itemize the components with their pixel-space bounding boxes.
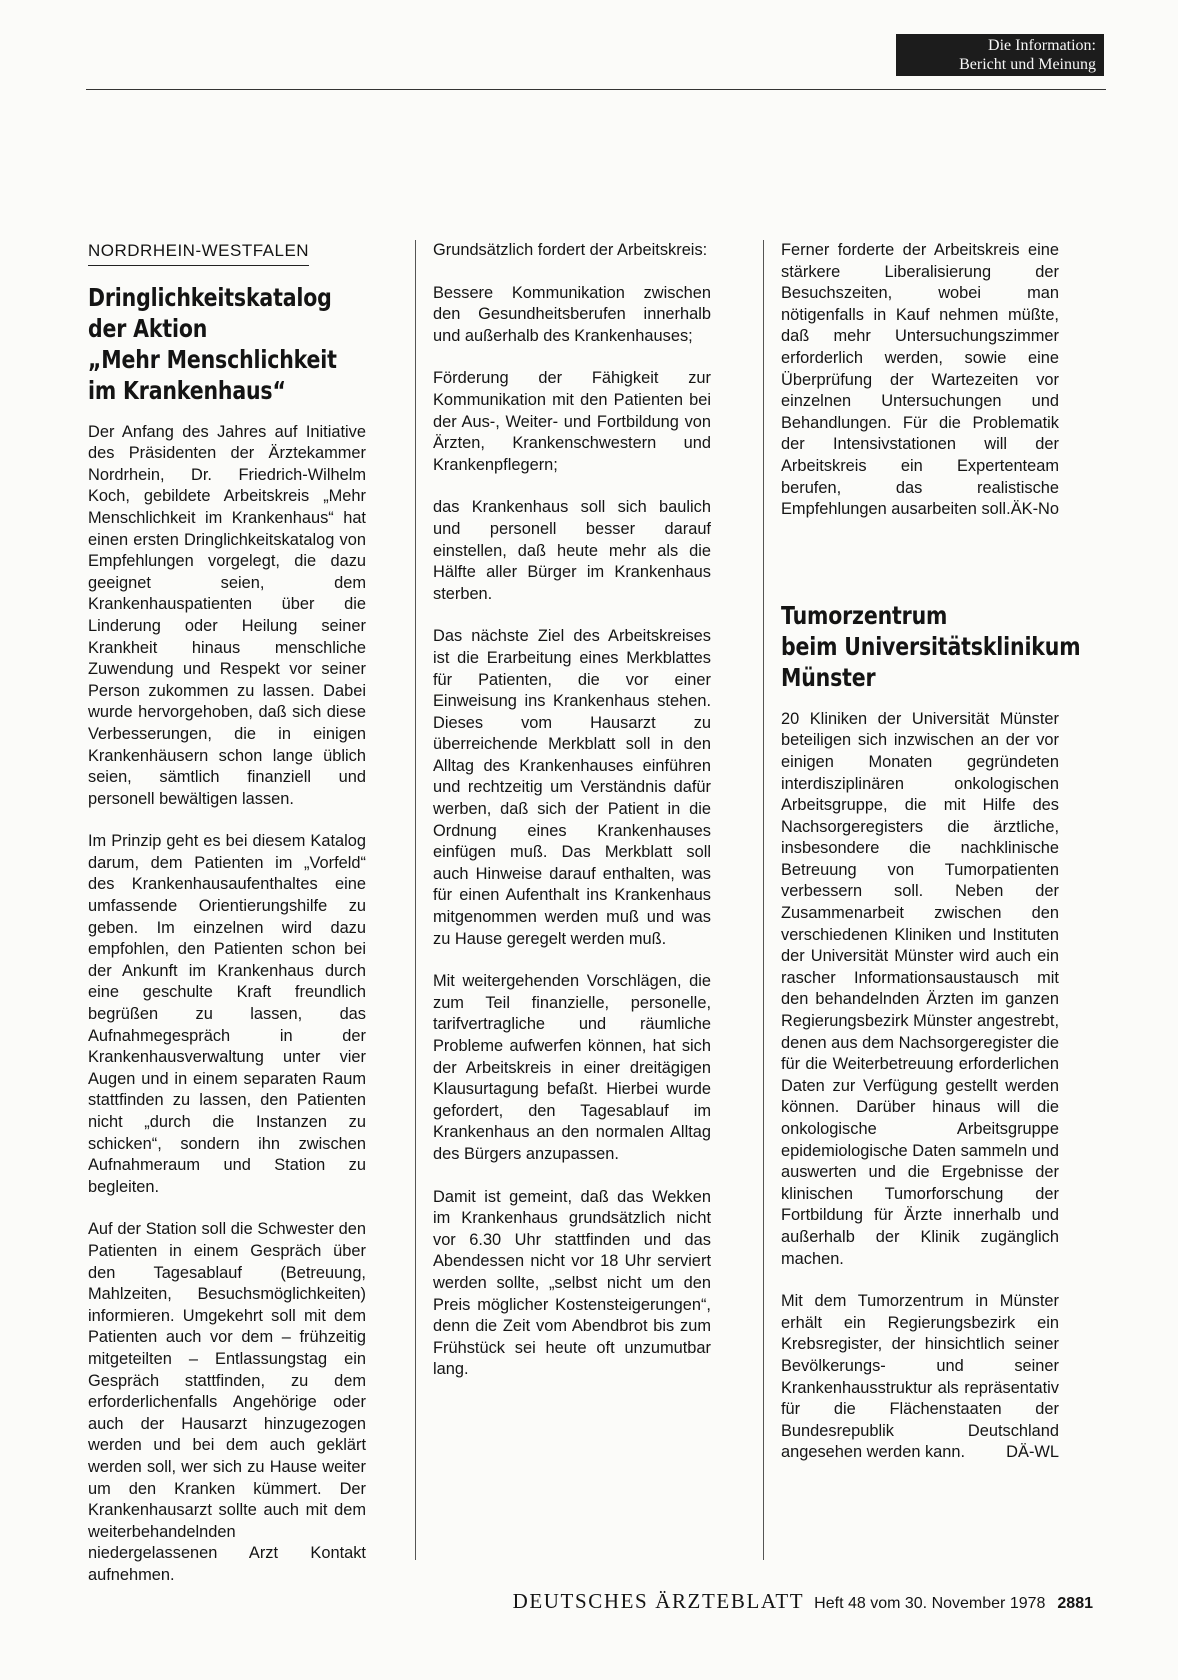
column-divider (415, 240, 416, 1560)
text-column-2 (433, 240, 711, 1381)
headline-line: der Aktion (88, 313, 208, 343)
article-paragraph: Das nächste Ziel des Arbeitskreises ist die Erarbeitung eines Merkblattes für Patienten, die vor einer Einweisung ins Krankenhaus stehen. Dieses vom Hausarzt zu überreichende Merkblatt soll in den Alltag des Krankenhauses einführen und rechtzeitig um Verständnis dafür werben, daß sich der Patient in die Ordnung eines Krankenhauses einfügen muß. Das Merkblatt soll auch Hinweise darauf enthalten, was für einen Aufenthalt ins Krankenhaus mitgenommen werden muß und was zu Hause geregelt werden muß. (433, 627, 711, 948)
article-paragraph: Im Prinzip geht es bei diesem Katalog darum, dem Patienten im „Vorfeld“ des Krankenhausaufenthaltes eine umfassende Orientierungshilfe zu geben. Im einzelnen wird dazu empfohlen, den Patienten schon bei der Ankunft im Krankenhaus durch eine geschulte Kraft freundlich begrüßen zu lassen, das Aufnahmegespräch in der Krankenhausverwaltung unter vier Augen und in einem separaten Raum stattfinden zu lassen, den Patienten nicht „durch die Instanzen zu schicken“, sondern ihn zwischen Aufnahmeraum und Station zu begleiten. (88, 832, 366, 1196)
headline-line: Tumorzentrum (781, 600, 948, 630)
article-paragraph-text: Ferner forderte der Arbeitskreis eine stärkere Liberalisierung der Besuchszeiten, wobei man nötigenfalls in Kauf nehmen müßte, daß mehr Untersuchungszimmer erforderlich werden, sowie eine Überprüfung der Wartezeiten vor einzelnen Untersuchungen und Behandlungen. Für die Problematik der Intensivstationen will der Arbeitskreis ein Expertenteam berufen, das realistische Empfehlungen ausarbeiten soll. (781, 241, 1059, 519)
article-paragraph: das Krankenhaus soll sich baulich und personell besser darauf einstellen, daß heute mehr als die Hälfte aller Bürger im Krankenhaus sterben. (433, 498, 711, 603)
column-divider (763, 240, 764, 1560)
page-footer (0, 1589, 1093, 1614)
page-number: 2881 (1057, 1595, 1093, 1612)
issue-info: Heft 48 vom 30. November 1978 (814, 1595, 1046, 1612)
article-paragraph: 20 Kliniken der Universität Münster beteiligen sich inzwischen an der vor einigen Monaten gegründeten interdisziplinären onkologischen Arbeitsgruppe, die mit Hilfe des Nachsorgeregisters die ärztliche, insbesondere die nachklinische Betreuung von Tumorpatienten verbessern soll. Neben der Zusammenarbeit zwischen den verschiedenen Kliniken und Instituten der Universität Münster wird auch ein rascher Informationsaustausch mit den behandelnden Ärzten im ganzen Regierungsbezirk Münster angestrebt, denen aus dem Nachsorgeregister die für die Weiterbetreuung erforderlichen Daten zur Verfügung gestellt werden können. Darüber hinaus will die onkologische Arbeitsgruppe epidemiologische Daten sammeln und auswerten und die Ergebnisse der klinischen Tumorforschung der Fortbildung für Ärzte innerhalb und außerhalb der Klinik zugänglich machen. (781, 709, 1059, 1268)
article-paragraph (781, 240, 1059, 521)
article-paragraph: Förderung der Fähigkeit zur Kommunikation mit den Patienten bei der Aus-, Weiter- und Fortbildung von Ärzten, Krankenschwestern und Krankenpflegern; (433, 369, 711, 474)
journal-masthead: DEUTSCHES ÄRZTEBLATT (512, 1589, 805, 1613)
headline-line: Münster (781, 662, 876, 692)
article-separator (781, 542, 1059, 600)
article-headline (781, 600, 1081, 693)
headline-line: „Mehr Menschlichkeit (88, 344, 337, 374)
article-headline (88, 282, 366, 406)
headline-line: im Krankenhaus“ (88, 375, 286, 405)
section-label-line-2: Bericht und Meinung (959, 56, 1096, 73)
section-label (896, 34, 1104, 76)
author-signature: DÄ-WL (1006, 1443, 1059, 1462)
text-column-1 (88, 240, 366, 1586)
article-kicker: NORDRHEIN-WESTFALEN (88, 240, 309, 266)
article-paragraph: Damit ist gemeint, daß das Wekken im Krankenhaus grundsätzlich nicht vor 6.30 Uhr stattfinden und das Abendessen nicht vor 18 Uhr serviert werden sollte, „selbst nicht um den Preis möglicher Kostensteigerungen“, denn die Zeit vom Abendbrot bis zum Frühstück sei heute oft unzumutbar lang. (433, 1187, 711, 1379)
article-paragraph: Auf der Station soll die Schwester den Patienten in einem Gespräch über den Tagesablauf (Betreuung, Mahlzeiten, Besuchsmöglichkeiten) informieren. Umgekehrt soll mit dem Patienten auch vor dem – frühzeitig mitgeteilten – Entlassungstag ein Gespräch stattfinden, zu dem erforderlichenfalls Angehörige oder auch der Hausarzt hinzugezogen werden und bei dem auch geklärt werden soll, wer sich zu Hause weiter um den Kranken kümmert. Der Krankenhausarzt sollte auch mit dem weiterbehandelnden niedergelassenen Arzt Kontakt aufnehmen. (88, 1220, 366, 1584)
article-paragraph (781, 1291, 1059, 1464)
header-rule (86, 89, 1106, 90)
article-paragraph: Der Anfang des Jahres auf Initiative des Präsidenten der Ärztekammer Nordrhein, Dr. Friedrich-Wilhelm Koch, gebildete Arbeitskreis „Mehr Menschlichkeit im Krankenhaus“ hat einen ersten Dringlichkeitskatalog von Empfehlungen vorgelegt, die dazu geeignet seien, dem Krankenhauspatienten über die Linderung oder Heilung seiner Krankheit hinaus menschliche Zuwendung und Respekt vor seiner Person zukommen zu lassen. Dabei wurde hervorgehoben, daß sich diese Verbesserungen, die in einigen Krankenhäusern schon lange üblich seien, sämtlich finanziell und personell bewältigen lassen. (88, 422, 366, 808)
article-paragraph: Bessere Kommunikation zwischen den Gesundheitsberufen innerhalb und außerhalb des Krankenhauses; (433, 283, 711, 345)
article-paragraph-text: Mit dem Tumorzentrum in Münster erhält ein Regierungsbezirk ein Krebsregister, der hinsichtlich seiner Bevölkerungs- und seiner Krankenhausstruktur als repräsentativ für die Flächenstaaten der Bundesrepublik Deutschland angesehen werden kann. (781, 1292, 1059, 1462)
article-paragraph: Mit weitergehenden Vorschlägen, die zum Teil finanzielle, personelle, tarifvertragliche und räumliche Probleme aufwerfen können, hat sich der Arbeitskreis in einer dreitägigen Klausurtagung befaßt. Hierbei wurde gefordert, den Tagesablauf im Krankenhaus an den normalen Alltag des Bürgers anzupassen. (433, 972, 711, 1163)
author-signature: ÄK-No (1010, 500, 1059, 519)
article-paragraph: Grundsätzlich fordert der Arbeitskreis: (433, 241, 708, 259)
headline-line: beim Universitätsklinikum (781, 631, 1081, 661)
text-column-3 (781, 240, 1081, 1464)
section-label-line-1: Die Information: (988, 37, 1096, 54)
headline-line: Dringlichkeitskatalog (88, 282, 332, 312)
